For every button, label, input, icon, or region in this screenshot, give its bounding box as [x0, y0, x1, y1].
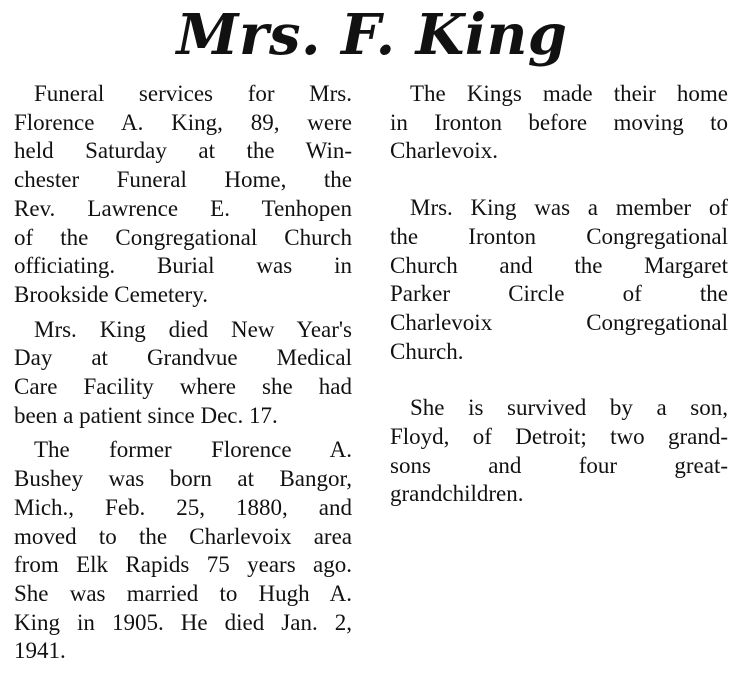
text-line: Day at Grandvue Medical	[14, 345, 352, 371]
text-line: Charlevoix Congregational	[390, 309, 728, 335]
left-column	[14, 80, 352, 666]
text-line: 1941.	[14, 638, 66, 664]
text-line: moved to the Charlevoix area	[14, 523, 352, 549]
right-column	[390, 80, 728, 509]
text-line: sons and four great-	[390, 452, 728, 478]
text-line: been a patient since Dec. 17.	[14, 402, 278, 428]
text-line: Mich., Feb. 25, 1880, and	[14, 494, 352, 520]
text-line: chester Funeral Home, the	[14, 167, 352, 193]
text-line: King in 1905. He died Jan. 2,	[14, 609, 352, 635]
paragraph-home	[390, 80, 728, 166]
text-line: Care Facility where she had	[14, 374, 352, 400]
text-line: of the Congregational Church	[14, 224, 352, 250]
text-line: Funeral services for Mrs.	[34, 81, 352, 106]
text-line: in Ironton before moving to	[390, 109, 728, 135]
text-line: Florence A. King, 89, were	[14, 109, 352, 135]
text-line: held Saturday at the Win-	[14, 138, 352, 164]
paragraph-death	[14, 316, 352, 431]
text-line: She was married to Hugh A.	[14, 580, 352, 606]
text-line: Bushey was born at Bangor,	[14, 466, 352, 492]
paragraph-membership	[390, 194, 728, 366]
obituary-headline: Mrs. F. King	[176, 2, 568, 68]
text-line: Rev. Lawrence E. Tenhopen	[14, 195, 352, 221]
text-line: Brookside Cemetery.	[14, 281, 208, 307]
text-line: Floyd, of Detroit; two grand-	[390, 424, 728, 450]
paragraph-survivors	[390, 394, 728, 509]
text-line: Mrs. King was a member of	[410, 195, 728, 221]
text-line: The former Florence A.	[34, 437, 352, 463]
text-line: She is survived by a son,	[410, 395, 728, 421]
text-line: Church and the Margaret	[390, 252, 728, 278]
text-line: from Elk Rapids 75 years ago.	[14, 552, 352, 578]
paragraph-biography	[14, 436, 352, 666]
text-line: Charlevoix.	[390, 138, 498, 164]
text-line: grandchildren.	[390, 481, 524, 507]
text-line: Mrs. King died New Year's	[34, 316, 352, 342]
text-line: the Ironton Congregational	[390, 223, 728, 249]
text-line: officiating. Burial was in	[14, 253, 352, 279]
text-line: The Kings made their home	[410, 81, 728, 106]
paragraph-funeral-services	[14, 80, 352, 310]
text-line: Church.	[390, 338, 464, 364]
text-line: Parker Circle of the	[390, 281, 728, 307]
